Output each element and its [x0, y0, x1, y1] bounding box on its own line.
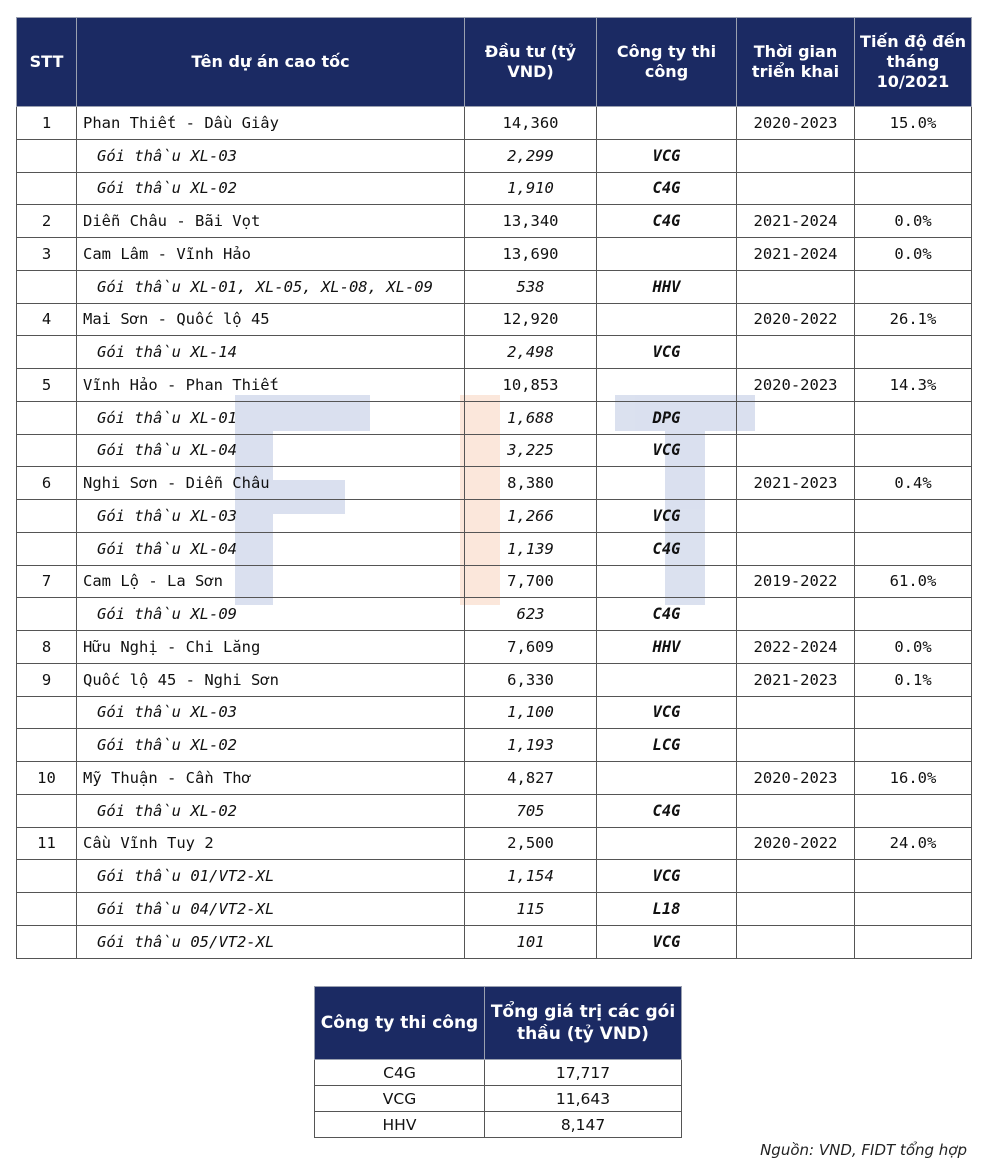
header-project-name: Tên dự án cao tốc [77, 18, 465, 107]
summary-contractor: HHV [315, 1112, 485, 1138]
row-contractor [597, 303, 737, 336]
row-investment: 14,360 [465, 107, 597, 140]
row-progress: 24.0% [855, 827, 972, 860]
row-contractor [597, 467, 737, 500]
row-contractor [597, 762, 737, 795]
summary-total: 17,717 [485, 1060, 682, 1086]
row-investment: 12,920 [465, 303, 597, 336]
row-contractor: VCG [597, 925, 737, 958]
row-contractor: VCG [597, 696, 737, 729]
row-investment: 1,139 [465, 532, 597, 565]
project-row [17, 762, 972, 795]
row-progress: 0.0% [855, 238, 972, 271]
row-project-name: Gói thầu XL-03 [77, 139, 465, 172]
row-project-name: Vĩnh Hảo - Phan Thiết [77, 369, 465, 402]
summary-header-row [315, 987, 682, 1060]
project-row [17, 631, 972, 664]
header-progress: Tiến độ đến tháng 10/2021 [855, 18, 972, 107]
header-investment: Đầu tư (tỷ VND) [465, 18, 597, 107]
row-project-name: Gói thầu XL-02 [77, 794, 465, 827]
row-progress: 0.0% [855, 631, 972, 664]
row-progress [855, 139, 972, 172]
row-investment: 1,266 [465, 500, 597, 533]
package-row [17, 893, 972, 926]
row-investment: 2,500 [465, 827, 597, 860]
row-project-name: Gói thầu 01/VT2-XL [77, 860, 465, 893]
row-period [737, 729, 855, 762]
row-stt: 8 [17, 631, 77, 664]
package-row [17, 139, 972, 172]
row-project-name: Quốc lộ 45 - Nghi Sơn [77, 663, 465, 696]
row-period: 2021-2023 [737, 663, 855, 696]
row-stt [17, 336, 77, 369]
row-progress [855, 860, 972, 893]
row-period: 2022-2024 [737, 631, 855, 664]
summary-header-total: Tổng giá trị các gói thầu (tỷ VND) [485, 987, 682, 1060]
project-row [17, 369, 972, 402]
row-progress [855, 532, 972, 565]
summary-row [315, 1086, 682, 1112]
project-row [17, 303, 972, 336]
row-progress [855, 434, 972, 467]
row-contractor: LCG [597, 729, 737, 762]
row-period [737, 794, 855, 827]
row-investment: 1,193 [465, 729, 597, 762]
row-investment: 6,330 [465, 663, 597, 696]
row-investment: 705 [465, 794, 597, 827]
row-stt [17, 860, 77, 893]
row-period: 2021-2023 [737, 467, 855, 500]
package-row [17, 172, 972, 205]
row-period [737, 139, 855, 172]
summary-contractor: VCG [315, 1086, 485, 1112]
row-investment: 7,609 [465, 631, 597, 664]
row-project-name: Gói thầu XL-03 [77, 696, 465, 729]
expressway-projects-table [16, 17, 972, 959]
row-stt [17, 696, 77, 729]
row-period [737, 434, 855, 467]
row-period: 2020-2022 [737, 827, 855, 860]
row-period: 2019-2022 [737, 565, 855, 598]
row-period [737, 172, 855, 205]
package-row [17, 270, 972, 303]
row-contractor [597, 369, 737, 402]
row-stt [17, 139, 77, 172]
row-contractor: C4G [597, 532, 737, 565]
row-progress: 61.0% [855, 565, 972, 598]
row-period: 2020-2023 [737, 762, 855, 795]
row-progress [855, 893, 972, 926]
row-contractor: L18 [597, 893, 737, 926]
row-period: 2021-2024 [737, 205, 855, 238]
row-period [737, 500, 855, 533]
source-note: Nguồn: VND, FIDT tổng hợp [760, 1141, 967, 1159]
row-stt [17, 925, 77, 958]
row-contractor: C4G [597, 172, 737, 205]
row-period [737, 270, 855, 303]
row-project-name: Gói thầu XL-01, XL-05, XL-08, XL-09 [77, 270, 465, 303]
row-project-name: Mỹ Thuận - Cần Thơ [77, 762, 465, 795]
row-period: 2020-2023 [737, 369, 855, 402]
row-investment: 13,690 [465, 238, 597, 271]
row-stt [17, 500, 77, 533]
row-project-name: Gói thầu XL-01 [77, 401, 465, 434]
row-stt [17, 172, 77, 205]
project-row [17, 565, 972, 598]
row-progress [855, 270, 972, 303]
row-progress [855, 598, 972, 631]
row-investment: 7,700 [465, 565, 597, 598]
row-investment: 1,688 [465, 401, 597, 434]
row-period [737, 925, 855, 958]
row-period [737, 860, 855, 893]
row-period: 2020-2022 [737, 303, 855, 336]
summary-row [315, 1060, 682, 1086]
row-contractor: C4G [597, 205, 737, 238]
package-row [17, 500, 972, 533]
header-contractor: Công ty thi công [597, 18, 737, 107]
row-stt: 4 [17, 303, 77, 336]
row-stt [17, 729, 77, 762]
row-project-name: Gói thầu XL-02 [77, 172, 465, 205]
package-row [17, 532, 972, 565]
project-row [17, 238, 972, 271]
project-row [17, 467, 972, 500]
row-contractor: HHV [597, 270, 737, 303]
row-project-name: Mai Sơn - Quốc lộ 45 [77, 303, 465, 336]
row-investment: 1,100 [465, 696, 597, 729]
row-project-name: Gói thầu XL-02 [77, 729, 465, 762]
summary-total: 11,643 [485, 1086, 682, 1112]
row-contractor [597, 107, 737, 140]
row-period [737, 401, 855, 434]
row-contractor: C4G [597, 598, 737, 631]
row-stt [17, 532, 77, 565]
row-progress [855, 729, 972, 762]
summary-contractor: C4G [315, 1060, 485, 1086]
row-progress: 0.0% [855, 205, 972, 238]
row-progress [855, 696, 972, 729]
row-contractor: VCG [597, 139, 737, 172]
row-project-name: Gói thầu XL-14 [77, 336, 465, 369]
row-project-name: Nghi Sơn - Diễn Châu [77, 467, 465, 500]
package-row [17, 696, 972, 729]
row-project-name: Cam Lâm - Vĩnh Hảo [77, 238, 465, 271]
row-project-name: Cầu Vĩnh Tuy 2 [77, 827, 465, 860]
row-stt: 5 [17, 369, 77, 402]
row-investment: 101 [465, 925, 597, 958]
row-investment: 13,340 [465, 205, 597, 238]
project-row [17, 205, 972, 238]
row-contractor [597, 565, 737, 598]
row-stt: 3 [17, 238, 77, 271]
row-stt: 10 [17, 762, 77, 795]
row-progress [855, 500, 972, 533]
row-project-name: Phan Thiết - Dầu Giây [77, 107, 465, 140]
row-investment: 4,827 [465, 762, 597, 795]
row-investment: 10,853 [465, 369, 597, 402]
row-period [737, 598, 855, 631]
row-stt: 6 [17, 467, 77, 500]
row-stt [17, 598, 77, 631]
row-stt [17, 794, 77, 827]
row-progress [855, 172, 972, 205]
row-contractor: DPG [597, 401, 737, 434]
row-stt [17, 893, 77, 926]
package-row [17, 925, 972, 958]
row-investment: 115 [465, 893, 597, 926]
row-contractor [597, 663, 737, 696]
row-period [737, 893, 855, 926]
row-progress: 15.0% [855, 107, 972, 140]
row-investment: 1,154 [465, 860, 597, 893]
row-progress [855, 401, 972, 434]
row-contractor: VCG [597, 434, 737, 467]
project-row [17, 663, 972, 696]
row-project-name: Diễn Châu - Bãi Vọt [77, 205, 465, 238]
row-contractor: C4G [597, 794, 737, 827]
row-period [737, 532, 855, 565]
summary-row [315, 1112, 682, 1138]
row-investment: 538 [465, 270, 597, 303]
header-period: Thời gian triển khai [737, 18, 855, 107]
package-row [17, 794, 972, 827]
row-project-name: Gói thầu XL-04 [77, 532, 465, 565]
row-investment: 1,910 [465, 172, 597, 205]
row-stt: 1 [17, 107, 77, 140]
table-header-row [17, 18, 972, 107]
row-contractor [597, 238, 737, 271]
project-row [17, 107, 972, 140]
row-period: 2020-2023 [737, 107, 855, 140]
package-row [17, 860, 972, 893]
row-period [737, 696, 855, 729]
row-project-name: Gói thầu XL-09 [77, 598, 465, 631]
row-stt [17, 270, 77, 303]
package-row [17, 598, 972, 631]
row-period [737, 336, 855, 369]
contractor-summary-table [314, 986, 682, 1138]
package-row [17, 401, 972, 434]
row-project-name: Gói thầu 05/VT2-XL [77, 925, 465, 958]
row-stt: 11 [17, 827, 77, 860]
row-contractor: VCG [597, 500, 737, 533]
row-project-name: Gói thầu 04/VT2-XL [77, 893, 465, 926]
row-project-name: Gói thầu XL-04 [77, 434, 465, 467]
header-stt: STT [17, 18, 77, 107]
package-row [17, 434, 972, 467]
summary-total: 8,147 [485, 1112, 682, 1138]
row-investment: 3,225 [465, 434, 597, 467]
row-progress: 0.4% [855, 467, 972, 500]
row-progress: 16.0% [855, 762, 972, 795]
row-project-name: Cam Lộ - La Sơn [77, 565, 465, 598]
row-progress: 26.1% [855, 303, 972, 336]
row-stt [17, 401, 77, 434]
row-investment: 2,498 [465, 336, 597, 369]
row-investment: 623 [465, 598, 597, 631]
row-investment: 8,380 [465, 467, 597, 500]
row-stt: 2 [17, 205, 77, 238]
row-progress [855, 925, 972, 958]
row-project-name: Hữu Nghị - Chi Lăng [77, 631, 465, 664]
row-period: 2021-2024 [737, 238, 855, 271]
package-row [17, 729, 972, 762]
row-contractor: VCG [597, 860, 737, 893]
row-progress: 14.3% [855, 369, 972, 402]
row-contractor: VCG [597, 336, 737, 369]
row-stt: 9 [17, 663, 77, 696]
summary-header-contractor: Công ty thi công [315, 987, 485, 1060]
project-row [17, 827, 972, 860]
row-stt: 7 [17, 565, 77, 598]
row-progress: 0.1% [855, 663, 972, 696]
row-progress [855, 336, 972, 369]
row-contractor [597, 827, 737, 860]
row-progress [855, 794, 972, 827]
package-row [17, 336, 972, 369]
row-investment: 2,299 [465, 139, 597, 172]
row-contractor: HHV [597, 631, 737, 664]
row-stt [17, 434, 77, 467]
row-project-name: Gói thầu XL-03 [77, 500, 465, 533]
